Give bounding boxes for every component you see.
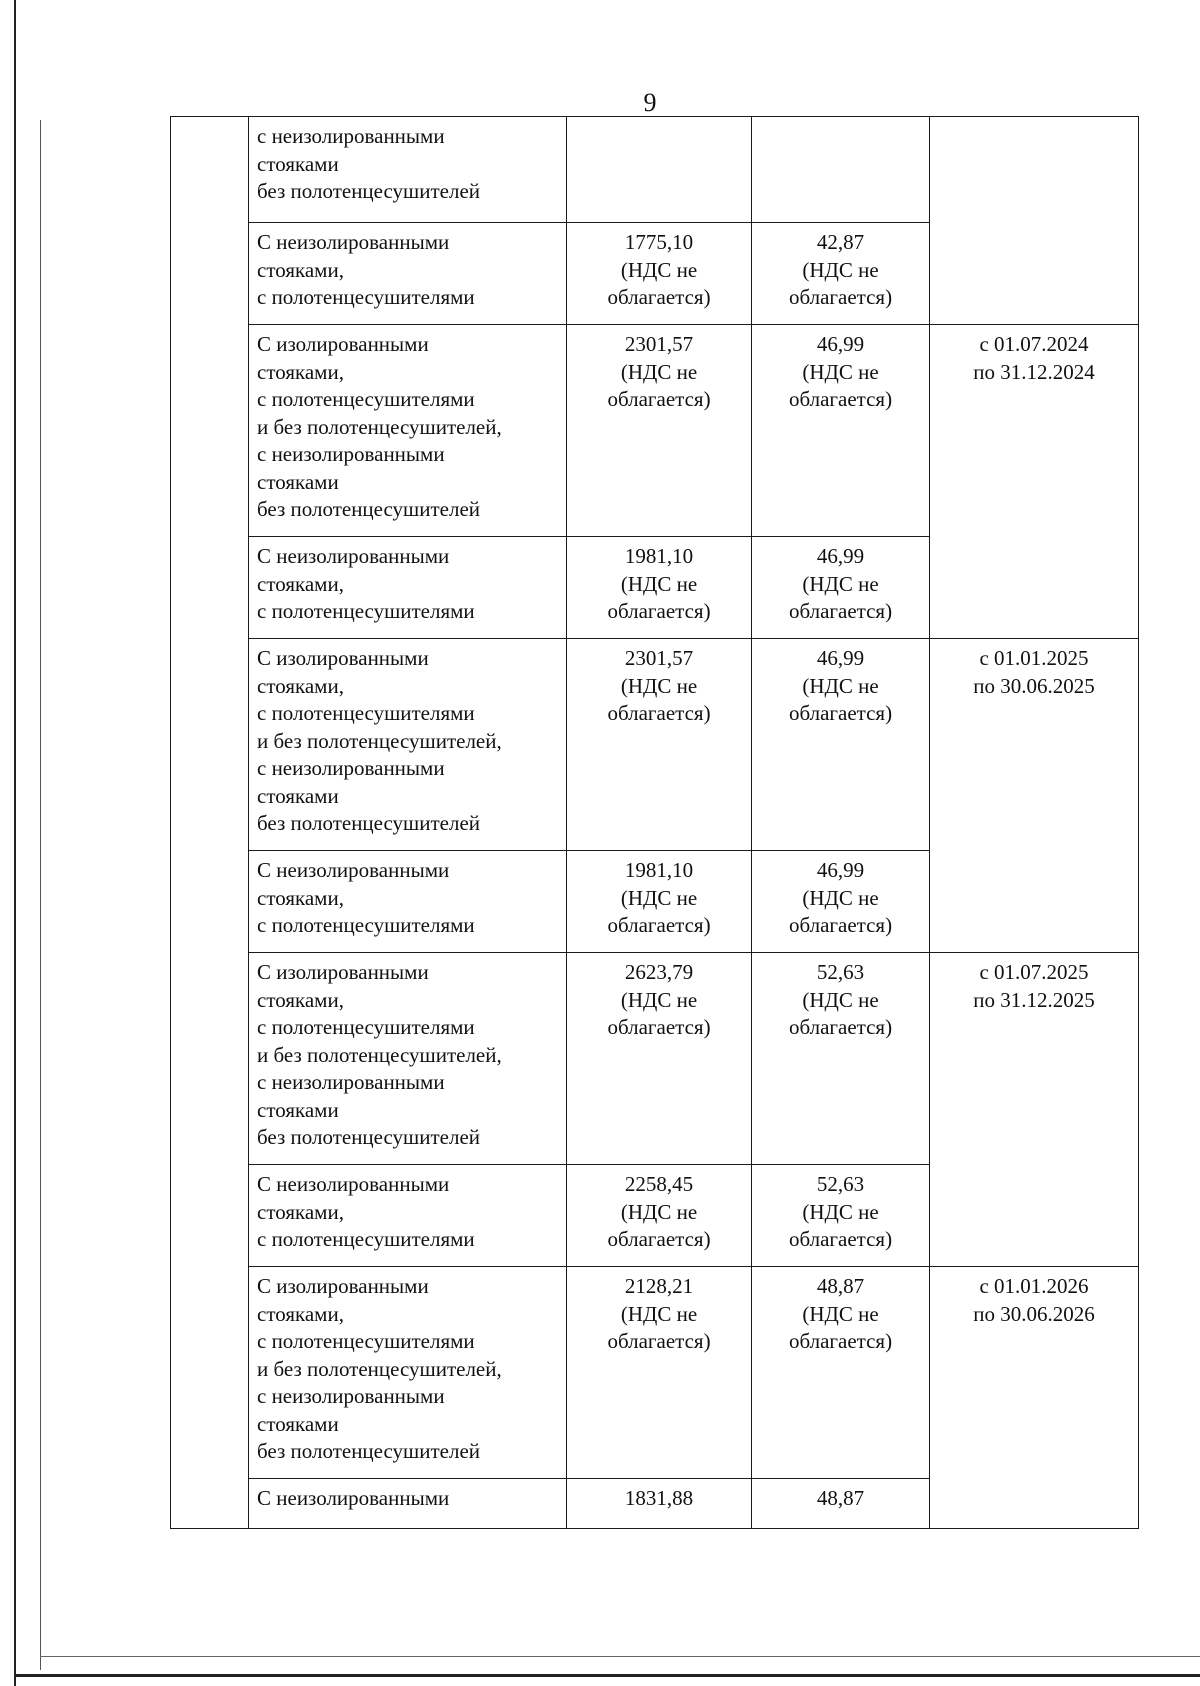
price-cell: 1775,10 (НДС не облагается): [567, 223, 752, 325]
scan-edge-inner-bottom: [40, 1656, 1200, 1657]
blank-column-cell: [171, 117, 249, 1529]
price-cell: 46,99 (НДС не облагается): [752, 851, 930, 953]
table-row: [171, 953, 1139, 1165]
price-cell: 2301,57 (НДС не облагается): [567, 639, 752, 851]
page-number: 9: [643, 88, 657, 117]
scan-edge-inner-left: [40, 120, 41, 1670]
description-cell: С неизолированными стояками, с полотенцесушителями: [249, 223, 567, 325]
price-cell: 2623,79 (НДС не облагается): [567, 953, 752, 1165]
period-cell: [930, 117, 1139, 325]
description-cell: С неизолированными стояками, с полотенцесушителями: [249, 851, 567, 953]
scan-edge-left: [14, 0, 16, 1686]
price-cell: 46,99 (НДС не облагается): [752, 639, 930, 851]
table-row: [171, 325, 1139, 537]
description-cell: С неизолированными стояками, с полотенцесушителями: [249, 1165, 567, 1267]
price-cell: 48,87 (НДС не облагается): [752, 1267, 930, 1479]
table-row: [171, 1267, 1139, 1479]
price-cell: 1981,10 (НДС не облагается): [567, 851, 752, 953]
description-cell: С неизолированными: [249, 1479, 567, 1529]
price-cell: 52,63 (НДС не облагается): [752, 1165, 930, 1267]
description-cell: с неизолированными стояками без полотенцесушителей: [249, 117, 567, 223]
price-cell: 46,99 (НДС не облагается): [752, 325, 930, 537]
price-cell: 46,99 (НДС не облагается): [752, 537, 930, 639]
price-cell: [567, 117, 752, 223]
table-row: [171, 639, 1139, 851]
description-cell: С изолированными стояками, с полотенцесушителями и без полотенцесушителей, с неизолированными стояками без полотенцесушителей: [249, 639, 567, 851]
price-cell: 1831,88: [567, 1479, 752, 1529]
price-cell: 2301,57 (НДС не облагается): [567, 325, 752, 537]
description-cell: С изолированными стояками, с полотенцесушителями и без полотенцесушителей, с неизолированными стояками без полотенцесушителей: [249, 1267, 567, 1479]
price-cell: [752, 117, 930, 223]
description-cell: С изолированными стояками, с полотенцесушителями и без полотенцесушителей, с неизолированными стояками без полотенцесушителей: [249, 953, 567, 1165]
price-cell: 48,87: [752, 1479, 930, 1529]
period-cell: с 01.01.2026 по 30.06.2026: [930, 1267, 1139, 1529]
price-cell: 1981,10 (НДС не облагается): [567, 537, 752, 639]
period-cell: с 01.01.2025 по 30.06.2025: [930, 639, 1139, 953]
price-cell: 42,87 (НДС не облагается): [752, 223, 930, 325]
tariff-table: [170, 116, 1139, 1529]
period-cell: с 01.07.2025 по 31.12.2025: [930, 953, 1139, 1267]
price-cell: 52,63 (НДС не облагается): [752, 953, 930, 1165]
description-cell: С неизолированными стояками, с полотенцесушителями: [249, 537, 567, 639]
description-cell: С изолированными стояками, с полотенцесушителями и без полотенцесушителей, с неизолированными стояками без полотенцесушителей: [249, 325, 567, 537]
period-cell: с 01.07.2024 по 31.12.2024: [930, 325, 1139, 639]
scan-edge-bottom: [14, 1674, 1200, 1677]
table-row: [171, 117, 1139, 223]
price-cell: 2258,45 (НДС не облагается): [567, 1165, 752, 1267]
price-cell: 2128,21 (НДС не облагается): [567, 1267, 752, 1479]
